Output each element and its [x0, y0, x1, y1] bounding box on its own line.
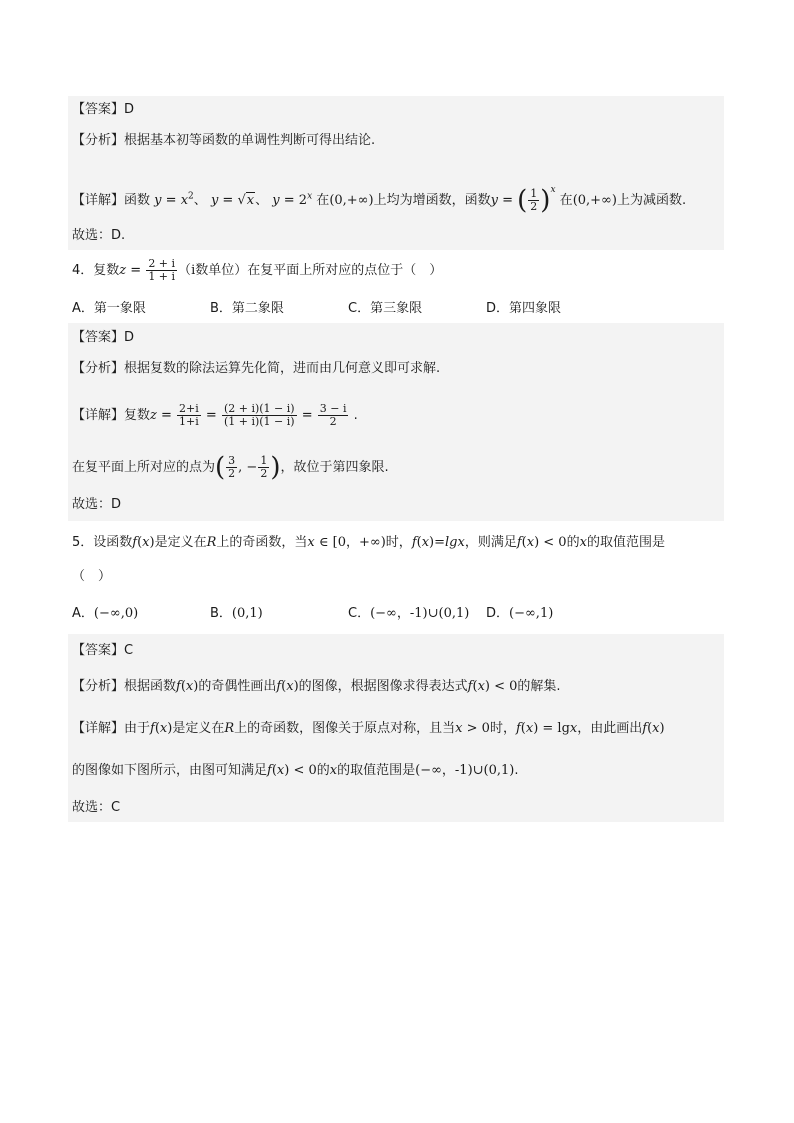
formula: x	[477, 679, 485, 694]
text: 的奇偶性画出	[198, 679, 277, 694]
text: （	[178, 263, 192, 278]
text: 在	[316, 193, 330, 208]
formula: (	[416, 535, 422, 550]
formula: x	[180, 193, 189, 208]
q5-stem	[72, 535, 665, 551]
q5-conclusion: 故选：C	[72, 800, 121, 815]
text: C．	[348, 606, 371, 621]
text: 、	[255, 193, 269, 208]
q4-option-d: D．第四象限	[486, 301, 562, 316]
formula: y	[210, 193, 219, 208]
formula: )	[540, 185, 551, 216]
formula: y	[272, 193, 280, 208]
text: 数单位）在复平面上所对应的点位于（ ）	[195, 263, 443, 278]
formula: (	[472, 679, 478, 694]
formula: i	[191, 263, 196, 278]
text: 是定义在	[172, 721, 225, 736]
text: ，由此画出	[577, 721, 643, 736]
q3-solution-block	[68, 96, 724, 250]
formula: > 0	[462, 721, 490, 736]
text: 在复平面上所对应的点为	[72, 460, 216, 475]
text: 的	[316, 763, 330, 778]
text: 【详解】复数	[72, 408, 151, 423]
formula: x	[579, 535, 587, 550]
formula: (	[271, 763, 277, 778]
q3-conclusion: 故选：D.	[72, 228, 126, 243]
text: 时，	[489, 721, 516, 736]
text: 的	[566, 535, 580, 550]
formula: x	[307, 191, 313, 202]
formula: f	[516, 535, 522, 550]
formula: (	[521, 535, 527, 550]
text: (−∞,1)	[509, 606, 554, 621]
formula: f	[642, 721, 648, 736]
q4-answer: 【答案】D	[72, 330, 135, 345]
formula: √x	[237, 193, 255, 208]
fraction: $\frac{1}{2}$	[530, 187, 538, 213]
formula: ) = lg	[533, 721, 570, 736]
q4-option-c: C．第三象限	[348, 301, 423, 316]
formula: f	[411, 535, 417, 550]
detail-label: 【详解】	[72, 193, 125, 208]
q3-analysis: 【分析】根据基本初等函数的单调性判断可得出结论.	[72, 133, 376, 148]
interval: (0,+∞)	[329, 193, 374, 208]
formula: x	[526, 535, 535, 550]
formula: )	[270, 452, 281, 483]
q4-detail: 【详解】复数z = $\frac{2+i}{1+i}$ = $\frac{(2 + i)(1 - i)}{(1 + i)(1 - i)}$ = $\frac{3 - i}{2}$ .	[72, 402, 358, 428]
formula: x	[286, 679, 294, 694]
formula: )=	[429, 535, 446, 550]
formula: x	[142, 535, 150, 550]
q3-answer: 【答案】D	[72, 102, 135, 117]
text: 、	[193, 193, 207, 208]
formula: )	[167, 721, 173, 736]
text: 上为减函数.	[616, 193, 687, 208]
q5-option-a	[72, 606, 138, 622]
text: (0,1)	[231, 606, 263, 621]
fraction: $\frac{1}{2}$	[260, 454, 268, 480]
q5-answer: 【答案】C	[72, 643, 134, 658]
formula: ) < 0	[284, 763, 317, 778]
text: 上的奇函数，当	[216, 535, 308, 550]
text: 的取值范围是	[586, 535, 665, 550]
formula: f	[150, 721, 155, 736]
text: 时，	[385, 535, 412, 550]
formula: R	[224, 721, 235, 736]
text: 5．设函数	[72, 535, 133, 550]
text: 的解集.	[517, 679, 561, 694]
q4-option-b: B．第二象限	[210, 301, 284, 316]
formula: x	[307, 535, 315, 550]
formula: (	[647, 721, 653, 736]
text: D．	[486, 606, 510, 621]
formula: z	[119, 263, 127, 278]
formula: f	[515, 721, 521, 736]
text: (−∞,0)	[93, 606, 139, 621]
formula: 2	[188, 191, 194, 202]
formula: )	[293, 679, 299, 694]
formula: y	[154, 193, 162, 208]
q4-point	[72, 450, 389, 486]
text: 在	[559, 193, 573, 208]
q5-detail	[72, 721, 665, 737]
formula: (	[517, 185, 528, 216]
formula: x	[569, 721, 578, 736]
text: ，故位于第四象限.	[280, 460, 389, 475]
formula: , −	[238, 460, 258, 475]
formula: (	[180, 679, 186, 694]
formula: x	[185, 679, 194, 694]
text: 上的奇函数，图像关于原点对称，且当	[234, 721, 456, 736]
formula: lgx	[445, 535, 465, 550]
text: .	[514, 763, 519, 778]
fraction: $\frac{2 + i}{1 + i}$	[148, 257, 176, 283]
text: 的取值范围是	[337, 763, 416, 778]
text: 是定义在	[154, 535, 207, 550]
formula: f	[467, 679, 473, 694]
formula: x	[276, 763, 285, 778]
text: 4．复数	[72, 263, 120, 278]
fraction: $\frac{2+i}{1+i}$	[179, 402, 199, 428]
formula: z	[150, 408, 157, 423]
q3-detail: 【详解】函数 $y = x^2$、 y = √x、 $y = 2^x$ 在(0,+∞)上均为增函数，函数y = ( $\frac{1}{2}$ )$^x$ 在(0,+∞)上为减函数.	[72, 185, 687, 216]
formula: x	[550, 185, 556, 195]
formula: ) < 0	[484, 679, 518, 694]
formula: )	[149, 535, 155, 550]
text: ，则满足	[464, 535, 517, 550]
text: 函数	[124, 193, 151, 208]
text: .	[353, 408, 358, 423]
formula: (	[137, 535, 143, 550]
q4-option-a: A．第一象限	[72, 301, 146, 316]
text: A．	[72, 606, 94, 621]
text: 上均为增函数，函数	[373, 193, 491, 208]
formula: )	[659, 721, 665, 736]
formula: x	[525, 721, 534, 736]
formula: f	[267, 763, 272, 778]
text: 【详解】由于	[72, 721, 151, 736]
q4-conclusion: 故选：D	[72, 497, 122, 512]
formula: (	[154, 721, 160, 736]
formula: x	[455, 721, 463, 736]
q4-stem: 4．复数z = $\frac{2 + i}{1 + i}$ （i数单位）在复平面上所对应的点位于（ ）	[72, 257, 443, 283]
formula: x	[652, 721, 660, 736]
fraction: $\frac{3}{2}$	[228, 454, 236, 480]
q5-analysis	[72, 679, 561, 695]
fraction: $\frac{(2 + i)(1 - i)}{(1 + i)(1 - i)}$	[223, 402, 295, 428]
text: (−∞，-1)∪(0,1)	[370, 606, 470, 621]
formula: ) < 0	[534, 535, 567, 550]
q5-option-c	[348, 606, 469, 622]
text: B．	[210, 606, 232, 621]
formula: x	[159, 721, 168, 736]
formula: ∈ [0，+∞)	[314, 535, 386, 550]
range: (−∞，-1)∪(0,1)	[415, 763, 515, 778]
interval: (0,+∞)	[572, 193, 617, 208]
formula: f	[176, 679, 181, 694]
formula: f	[276, 679, 282, 694]
q5-option-b	[210, 606, 263, 622]
formula: (	[281, 679, 287, 694]
text: 【分析】根据函数	[72, 679, 177, 694]
formula: y	[490, 193, 498, 208]
formula: 2	[298, 193, 308, 208]
formula: f	[132, 535, 138, 550]
q5-detail-line2	[72, 763, 519, 779]
q4-analysis: 【分析】根据复数的除法运算先化简，进而由几何意义即可求解.	[72, 361, 441, 376]
q5-option-d	[486, 606, 553, 622]
formula: x	[421, 535, 430, 550]
q5-stem-paren: （ ）	[72, 569, 112, 584]
formula: (	[215, 452, 226, 483]
text: 的图像，根据图像求得表达式	[298, 679, 468, 694]
formula: (	[520, 721, 526, 736]
formula: R	[206, 535, 217, 550]
formula: x	[329, 763, 338, 778]
text: 的图像如下图所示，由图可知满足	[72, 763, 268, 778]
fraction: $\frac{3 - i}{2}$	[319, 402, 347, 428]
formula: )	[193, 679, 199, 694]
